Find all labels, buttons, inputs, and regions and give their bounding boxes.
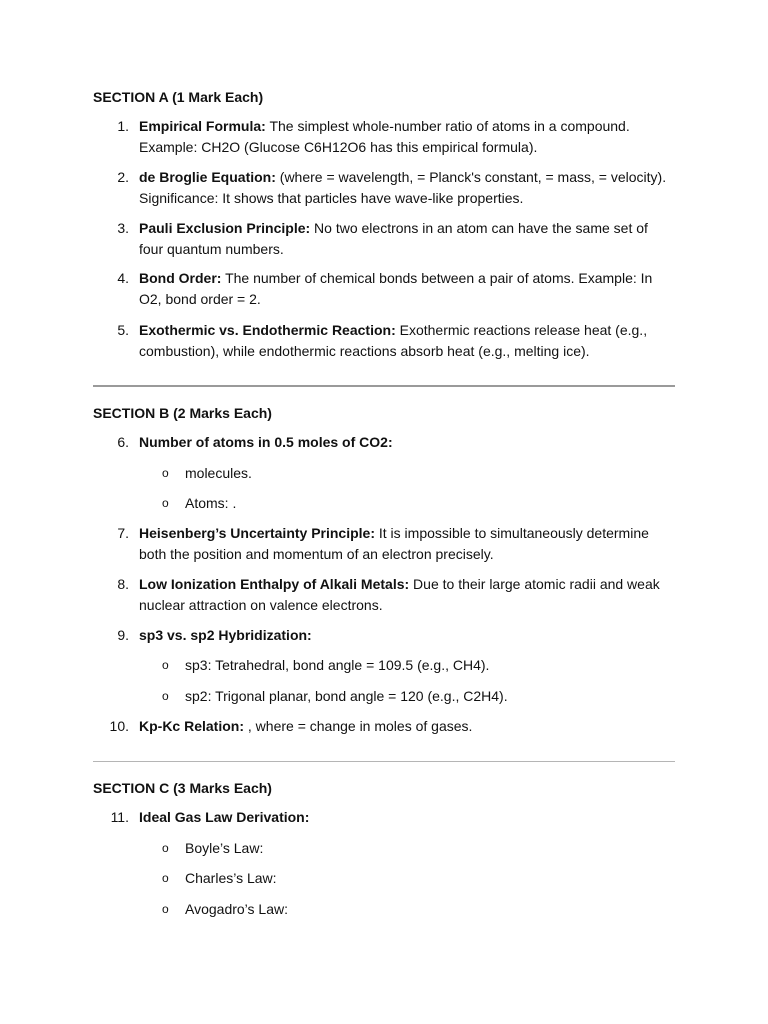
item-term: Ideal Gas Law Derivation: (139, 809, 310, 825)
item-term: Heisenberg’s Uncertainty Principle: (139, 525, 375, 541)
section-divider (93, 385, 675, 387)
item-text: , where = change in moles of gases. (244, 718, 473, 734)
section-b-item-10 (93, 716, 675, 737)
section-a-heading: SECTION A (1 Mark Each) (93, 89, 264, 105)
item-term: de Broglie Equation: (139, 169, 276, 185)
item-number: 6. (117, 434, 129, 450)
item-term: sp3 vs. sp2 Hybridization: (139, 627, 312, 643)
item-number: 1. (117, 118, 129, 134)
section-b-heading: SECTION B (2 Marks Each) (93, 405, 272, 421)
section-b-item-9-sub-2 (93, 686, 675, 707)
section-a-item-2 (93, 167, 675, 209)
section-c-item-11-sub-2 (93, 868, 675, 889)
item-term: Exothermic vs. Endothermic Reaction: (139, 322, 396, 338)
sub-item-text: sp2: Trigonal planar, bond angle = 120 (e.g., C2H4). (185, 688, 508, 704)
section-a-item-5 (93, 320, 675, 362)
bullet-icon: o (162, 902, 169, 916)
section-b-item-6 (93, 432, 675, 453)
item-term: Low Ionization Enthalpy of Alkali Metals: (139, 576, 410, 592)
section-c-item-11-sub-3 (93, 899, 675, 920)
item-term: Kp-Kc Relation: (139, 718, 244, 734)
section-c (93, 778, 675, 798)
bullet-icon: o (162, 658, 169, 672)
sub-item-text: Boyle’s Law: (185, 840, 264, 856)
bullet-icon: o (162, 841, 169, 855)
section-b (93, 403, 675, 423)
item-text: Exothermic reactions release heat (e.g., combustion), while endothermic reactions absorb heat (e.g., melting ice). (139, 322, 648, 359)
item-term: Bond Order: (139, 270, 222, 286)
item-number: 9. (117, 627, 129, 643)
section-divider (93, 761, 675, 762)
section-a-item-1 (93, 116, 675, 158)
item-text: It is impossible to simultaneously determine both the position and momentum of an electron precisely. (139, 525, 649, 562)
item-text: Due to their large atomic radii and weak nuclear attraction on valence electrons. (139, 576, 660, 613)
item-text: (where = wavelength, = Planck's constant, = mass, = velocity). Significance: It shows that particles have wave-like properties. (139, 169, 667, 206)
section-a-item-3 (93, 218, 675, 260)
item-number: 10. (109, 718, 129, 734)
sub-item-text: Avogadro’s Law: (185, 901, 288, 917)
item-term: Pauli Exclusion Principle: (139, 220, 311, 236)
item-number: 11. (110, 809, 129, 825)
item-number: 2. (117, 169, 129, 185)
item-term: Empirical Formula: (139, 118, 266, 134)
sub-item-text: Atoms: . (185, 495, 237, 511)
bullet-icon: o (162, 496, 169, 510)
bullet-icon: o (162, 466, 169, 480)
section-b-item-9-sub-1 (93, 655, 675, 676)
item-number: 8. (117, 576, 129, 592)
section-a-item-4 (93, 268, 675, 310)
section-b-item-9 (93, 625, 675, 646)
item-text: The number of chemical bonds between a pair of atoms. Example: In O2, bond order = 2. (139, 270, 653, 307)
item-number: 4. (117, 270, 129, 286)
section-c-item-11-sub-1 (93, 838, 675, 859)
bullet-icon: o (162, 871, 169, 885)
item-text: The simplest whole-number ratio of atoms in a compound. Example: CH2O (Glucose C6H12O6 has this empirical formula). (139, 118, 630, 155)
section-c-heading: SECTION C (3 Marks Each) (93, 780, 272, 796)
bullet-icon: o (162, 689, 169, 703)
section-b-item-6-sub-2 (93, 493, 675, 514)
sub-item-text: Charles’s Law: (185, 870, 277, 886)
item-number: 3. (117, 220, 129, 236)
item-term: Number of atoms in 0.5 moles of CO2: (139, 434, 393, 450)
sub-item-text: molecules. (185, 465, 252, 481)
section-c-item-11 (93, 807, 675, 828)
sub-item-text: sp3: Tetrahedral, bond angle = 109.5 (e.g., CH4). (185, 657, 490, 673)
section-a (93, 87, 675, 107)
item-text: No two electrons in an atom can have the same set of four quantum numbers. (139, 220, 648, 257)
section-b-item-8 (93, 574, 675, 616)
section-b-item-7 (93, 523, 675, 565)
item-number: 7. (117, 525, 129, 541)
item-number: 5. (117, 322, 129, 338)
section-b-item-6-sub-1 (93, 463, 675, 484)
